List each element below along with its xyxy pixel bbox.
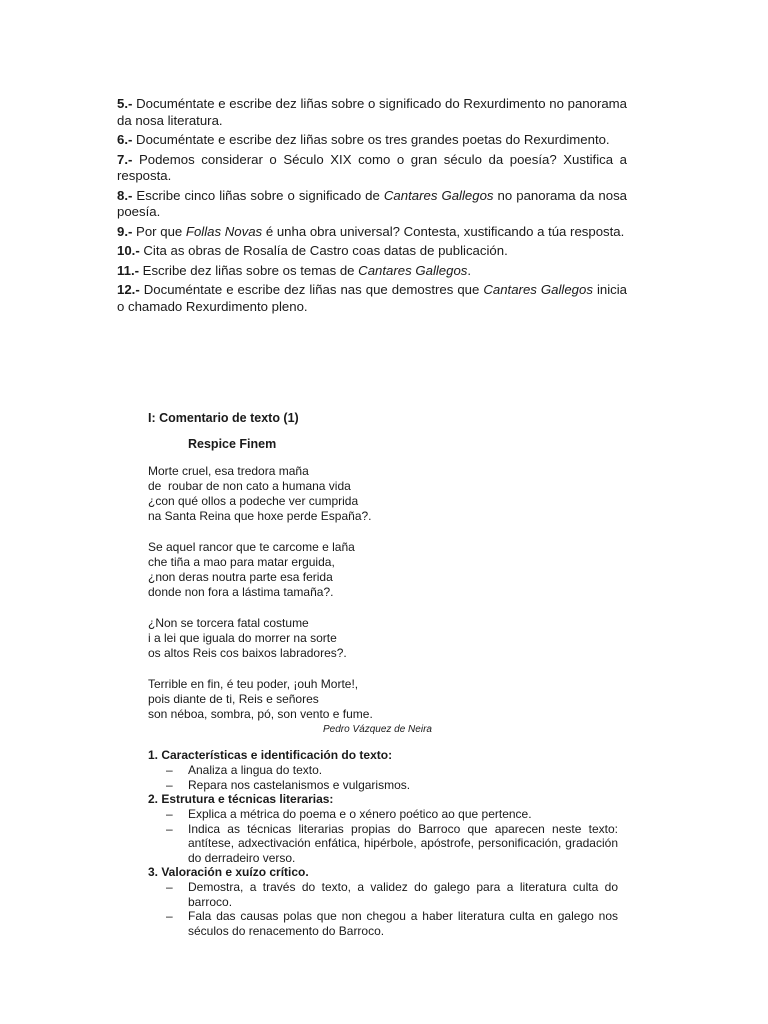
question-text: Escribe cinco liñas sobre o significado de — [132, 187, 384, 203]
question-number: 11.- — [117, 262, 139, 278]
analysis-item-text: Indica as técnicas literarias propias do Barroco que aparecen neste texto: antítese, adxectivación enfática, hipérbole, apóstrofe, personificación, gradación do derradeiro verso. — [188, 821, 618, 865]
poem-stanza — [148, 677, 618, 722]
dash-bullet: – — [166, 880, 173, 894]
questions-list — [117, 96, 627, 318]
poem-verse: pois diante de ti, Reis e señores — [148, 692, 319, 706]
poem-verse: Morte cruel, esa tredora maña — [148, 464, 309, 478]
work-title: Cantares Gallegos — [483, 282, 593, 297]
dash-bullet: – — [166, 909, 173, 923]
poem-verse: ¿non deras noutra parte esa ferida — [148, 570, 333, 584]
question-text: . — [467, 262, 472, 278]
analysis-item — [148, 880, 618, 909]
question-item — [117, 263, 627, 280]
question-item — [117, 152, 627, 185]
question-number: 8.- — [117, 187, 133, 203]
analysis-heading: 1. Características e identificación do texto: — [148, 748, 393, 762]
question-text: Por que — [132, 223, 186, 239]
analysis-list — [148, 880, 618, 938]
question-item — [117, 188, 627, 221]
dash-bullet: – — [166, 807, 173, 821]
question-item — [117, 224, 627, 241]
work-title: Cantares Gallegos — [358, 262, 468, 278]
poem-stanza — [148, 464, 618, 524]
question-text: Cita as obras de Rosalía de Castro coas datas de publicación. — [139, 243, 508, 258]
poem — [148, 464, 618, 722]
analysis-item — [148, 778, 618, 793]
poem-verse: ¿Non se torcera fatal costume — [148, 616, 309, 630]
dash-bullet: – — [166, 777, 173, 792]
poem-stanza — [148, 616, 618, 661]
analysis-item — [148, 822, 618, 866]
analysis-item-text: Repara nos castelanismos e vulgarismos. — [188, 777, 411, 792]
analysis-heading: 2. Estrutura e técnicas literarias: — [148, 792, 334, 806]
question-text: Documéntate e escribe dez liñas nas que demostres que — [139, 282, 484, 297]
analysis-item — [148, 909, 618, 938]
analysis-item-text: Fala das causas polas que non chegou a haber literatura culta en galego nos séculos do renacemento do Barroco. — [188, 909, 618, 938]
analysis-list — [148, 763, 618, 792]
poem-author: Pedro Vázquez de Neira — [323, 724, 432, 735]
question-number: 6.- — [117, 132, 133, 147]
question-item — [117, 96, 627, 129]
analysis-sections — [148, 748, 618, 938]
analysis-item — [148, 807, 618, 822]
question-number: 7.- — [117, 151, 133, 167]
question-number: 12.- — [117, 282, 140, 297]
analysis-heading: 3. Valoración e xuízo crítico. — [148, 865, 309, 879]
question-number: 9.- — [117, 223, 133, 239]
poem-verse: che tiña a mao para matar erguida, — [148, 555, 335, 569]
poem-verse: de roubar de non cato a humana vida — [148, 479, 351, 493]
question-number: 10.- — [117, 243, 140, 258]
poem-verse: Terrible en fin, é teu poder, ¡ouh Morte!, — [148, 677, 359, 691]
question-number: 5.- — [117, 96, 133, 111]
text-commentary — [148, 410, 618, 938]
question-item — [117, 282, 627, 315]
poem-verse: son néboa, sombra, pó, son vento e fume. — [148, 707, 373, 721]
poem-verse: na Santa Reina que hoxe perde España?. — [148, 509, 372, 523]
question-text: é unha obra universal? Contesta, xustificando a túa resposta. — [262, 223, 625, 239]
analysis-item — [148, 763, 618, 778]
poem-title: Respice Finem — [188, 437, 277, 451]
analysis-item-text: Demostra, a través do texto, a validez do galego para a literatura culta do barroco. — [188, 880, 618, 909]
dash-bullet: – — [166, 821, 173, 836]
poem-verse: os altos Reis cos baixos labradores?. — [148, 646, 347, 660]
work-title: Follas Novas — [185, 223, 263, 239]
question-text: no panorama da nosa poesía. — [117, 187, 627, 219]
poem-verse: Se aquel rancor que te carcome e laña — [148, 540, 355, 554]
question-text: inicia o chamado Rexurdimento pleno. — [117, 282, 628, 314]
poem-verse: donde non fora a lástima tamaña?. — [148, 585, 334, 599]
poem-verse: ¿con qué ollos a podeche ver cumprida — [148, 494, 359, 508]
commentary-title: I: Comentario de texto (1) — [148, 411, 299, 425]
work-title: Cantares Gallegos — [383, 187, 494, 203]
analysis-list — [148, 807, 618, 865]
analysis-item-text: Explica a métrica do poema e o xénero poético ao que pertence. — [188, 807, 532, 821]
question-text: Documéntate e escribe dez liñas sobre os tres grandes poetas do Rexurdimento. — [132, 132, 610, 147]
question-text: Podemos considerar o Século XIX como o gran século da poesía? Xustifica a resposta. — [117, 151, 627, 183]
question-text: Documéntate e escribe dez liñas sobre o significado do Rexurdimento no panorama da nosa literatura. — [117, 96, 627, 128]
poem-stanza — [148, 540, 618, 600]
question-item — [117, 132, 627, 149]
dash-bullet: – — [166, 763, 173, 777]
question-item — [117, 243, 627, 260]
question-text: Escribe dez liñas sobre os temas de — [139, 262, 359, 278]
poem-verse: i a lei que iguala do morrer na sorte — [148, 631, 337, 645]
analysis-item-text: Analiza a lingua do texto. — [188, 763, 323, 777]
